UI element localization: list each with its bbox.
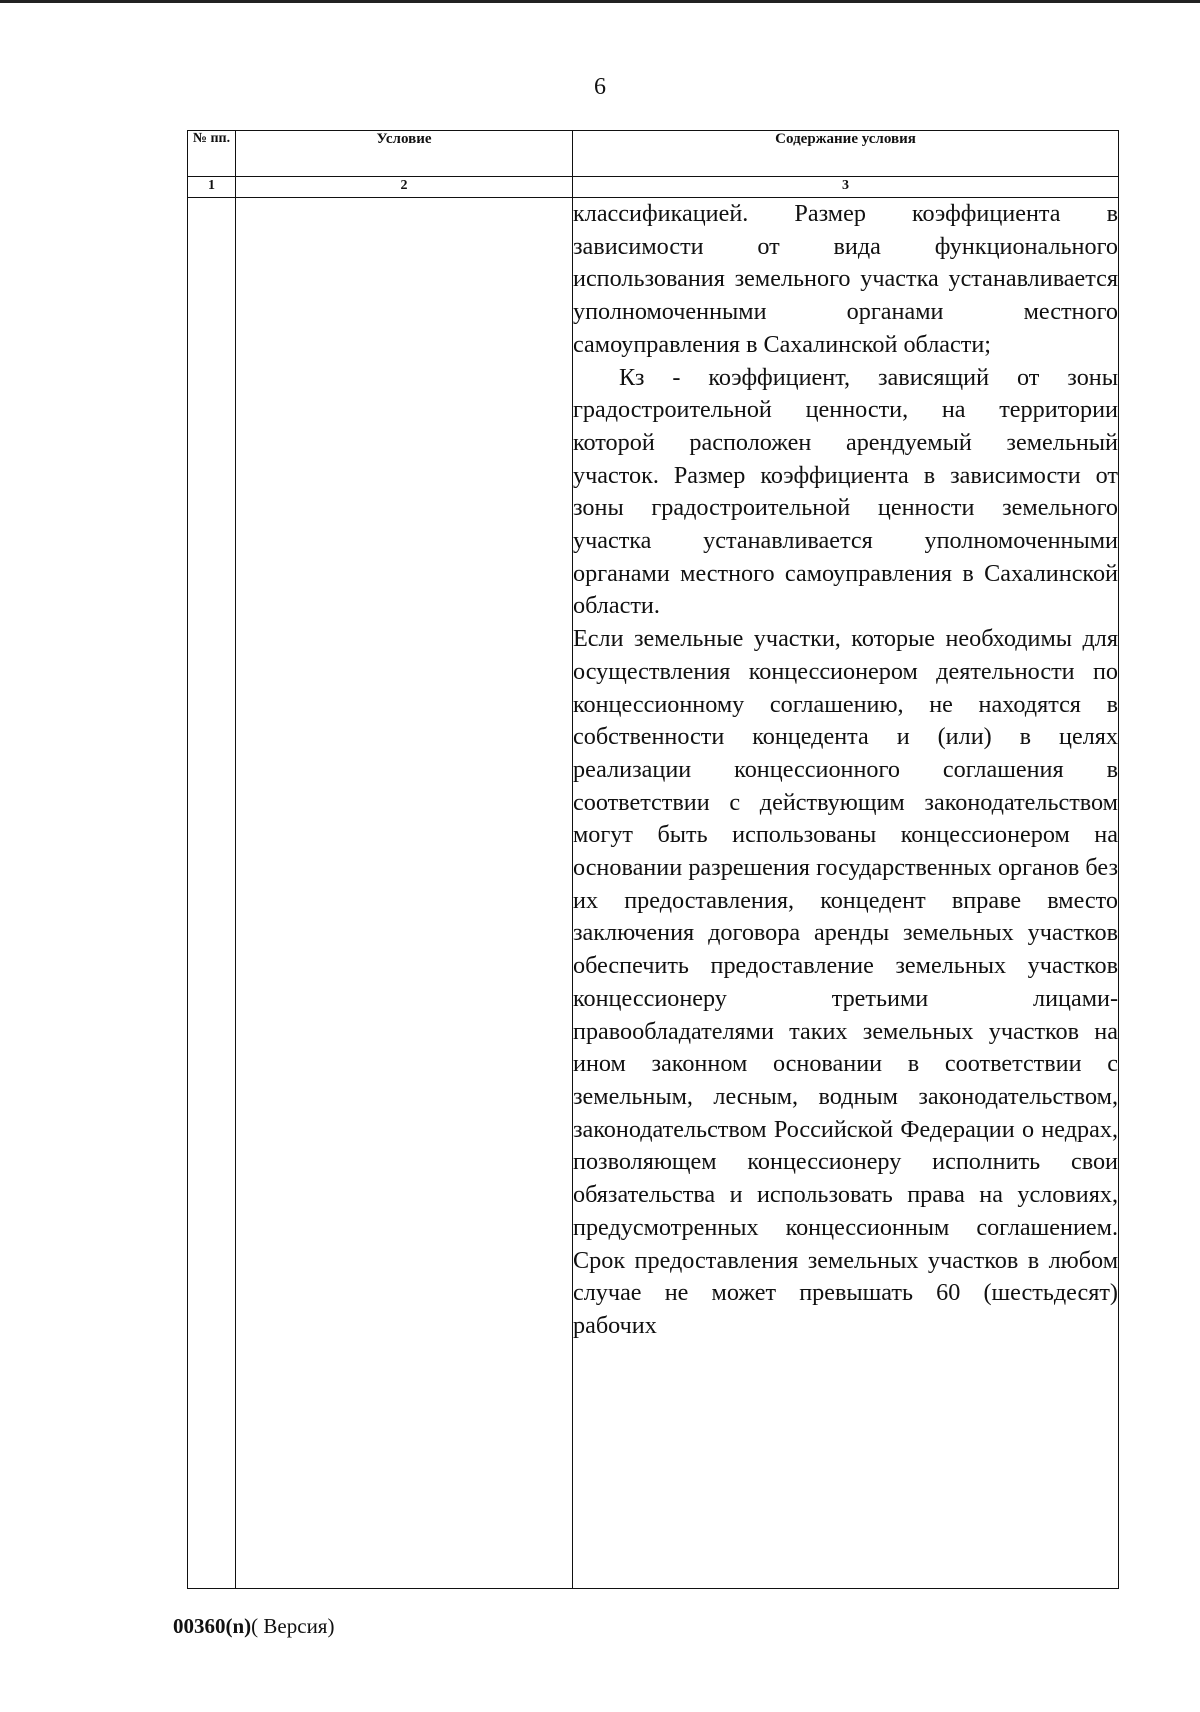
row-condition-cell xyxy=(236,198,573,1589)
conditions-table xyxy=(187,130,1119,1589)
column-number-2: 2 xyxy=(236,177,573,198)
column-number-row xyxy=(188,177,1119,198)
table-row xyxy=(188,198,1119,1589)
document-version: ( Версия) xyxy=(251,1614,335,1638)
header-number: № пп. xyxy=(188,131,236,177)
header-content: Содержание условия xyxy=(573,131,1119,177)
content-paragraph-1: классификацией. Размер коэффициента в зависимости от вида функционального использования земельного участка устанавливается уполномоченными органами местного самоуправления в Сахалинской области; xyxy=(573,200,1118,358)
table-header-row xyxy=(188,131,1119,177)
content-paragraph-2: Кз - коэффициент, зависящий от зоны градостроительной ценности, на территории которой расположен арендуемый земельный участок. Размер коэффициента в зависимости от зоны градостроительной ценности земельного участка устанавливается уполномоченными органами местного самоуправления в Сахалинской области. xyxy=(573,363,1118,620)
column-number-3: 3 xyxy=(573,177,1119,198)
document-code: 00360(n) xyxy=(173,1614,252,1638)
page-number: 6 xyxy=(594,74,606,100)
header-condition: Условие xyxy=(236,131,573,177)
row-number-cell xyxy=(188,198,236,1589)
content-paragraph-3: Если земельные участки, которые необходимы для осуществления концессионером деятельности по концессионному соглашению, не находятся в собственности концедента и (или) в целях реализации концессионного соглашения в соответствии с действующим законодательством могут быть использованы концессионером на основании разрешения государственных органов без их предоставления, концедент вправе вместо заключения договора аренды земельных участков обеспечить предоставление земельных участков концессионеру третьими лицами-правообладателями таких земельных участков на ином законном основании в соответствии с земельным, лесным, водным законодательством, законодательством Российской Федерации о недрах, позволяющем концессионеру исполнить свои обязательства и использовать права на условиях, предусмотренных концессионным соглашением. Срок предоставления земельных участков в любом случае не может превышать 60 (шестьдесят) рабочих xyxy=(573,625,1118,1339)
row-content-cell xyxy=(573,198,1119,1589)
document-footer xyxy=(173,1614,334,1639)
column-number-1: 1 xyxy=(188,177,236,198)
scan-edge-line xyxy=(0,0,1200,3)
